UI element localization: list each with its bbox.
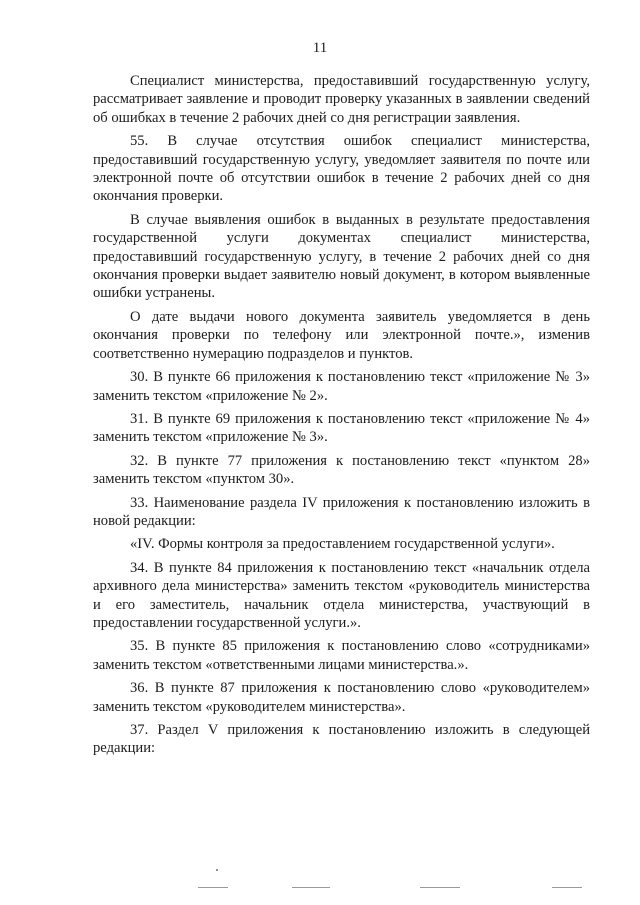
paragraph-30: 30. В пункте 66 приложения к постановлению текст «приложение № 3» заменить текстом «приложение № 2».	[93, 369, 590, 404]
paragraph-specialist-review: Специалист министерства, предоставивший государственную услугу, рассматривает заявление и проводит проверку указанных в заявлении сведений об ошибках в течение 2 рабочих дней со дня регистрации заявления.	[93, 73, 590, 126]
paragraph-35: 35. В пункте 85 приложения к постановлению слово «сотрудниками» заменить текстом «ответственными лицами министерства.».	[93, 638, 590, 673]
paragraph-errors-found: В случае выявления ошибок в выданных в результате предоставления государственной услуги документах специалист министерства, предоставивший государственную услугу, в течение 2 рабочих дней со дня окончания проверки выдает заявителю новый документ, в котором выявленные ошибки устранены.	[93, 211, 590, 302]
paragraph-34: 34. В пункте 84 приложения к постановлению текст «начальник отдела архивного дела министерства» заменить текстом «руководитель министерства и его заместитель, начальник отдела министерства, участвующий в предоставлении государственной услуги.».	[93, 559, 590, 631]
paragraph-55: 55. В случае отсутствия ошибок специалист министерства, предоставивший государственную услугу, уведомляет заявителя по почте или электронной почте об отсутствии ошибок в течение 2 рабочих дней со дня окончания проверки.	[93, 133, 590, 205]
scan-mark	[198, 887, 228, 888]
paragraph-32: 32. В пункте 77 приложения к постановлению текст «пунктом 28» заменить текстом «пунктом 30».	[93, 452, 590, 488]
page-number: 11	[312, 40, 328, 56]
scan-mark	[420, 887, 460, 888]
paragraph-36: 36. В пункте 87 приложения к постановлению слово «руководителем» заменить текстом «руководителем министерства».	[93, 680, 590, 715]
scan-mark	[292, 887, 330, 888]
paragraph-33: 33. Наименование раздела IV приложения к постановлению изложить в новой редакции:	[93, 494, 590, 529]
document-body	[93, 72, 590, 763]
paragraph-31: 31. В пункте 69 приложения к постановлению текст «приложение № 4» заменить текстом «приложение № 3».	[93, 410, 590, 446]
paragraph-section-iv-title: «IV. Формы контроля за предоставлением государственной услуги».	[130, 536, 555, 553]
paragraph-issue-date: О дате выдачи нового документа заявитель уведомляется в день окончания проверки по телефону или электронной почте.», изменив соответственно нумерацию подразделов и пунктов.	[93, 308, 590, 362]
scan-mark	[552, 887, 582, 888]
paragraph-37: 37. Раздел V приложения к постановлению изложить в следующей редакции:	[93, 722, 590, 757]
scan-speck	[216, 869, 218, 871]
